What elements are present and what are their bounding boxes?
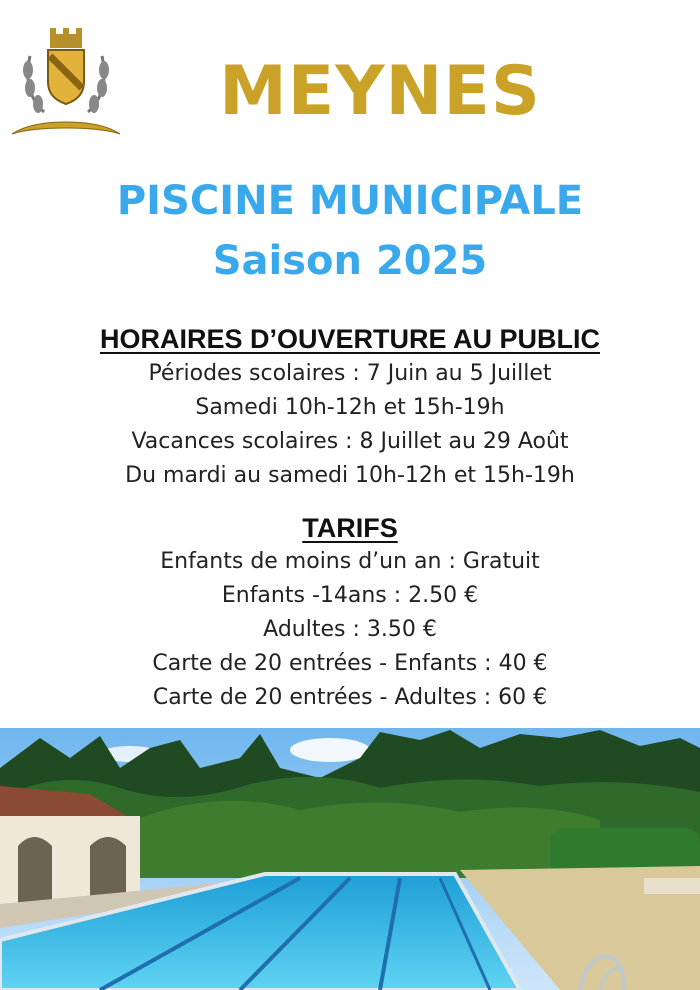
hours-line: Samedi 10h-12h et 15h-19h [195, 395, 505, 420]
price-line: Enfants -14ans : 2.50 € [221, 583, 479, 608]
price-line: Enfants de moins d’un an : Gratuit [160, 549, 540, 574]
prices-heading: TARIFS [302, 513, 398, 543]
hours-line: Du mardi au samedi 10h-12h et 15h-19h [125, 463, 575, 488]
price-line: Carte de 20 entrées - Adultes : 60 € [152, 685, 548, 710]
price-line: Adultes : 3.50 € [263, 617, 437, 642]
season-label: Saison 2025 [212, 238, 488, 284]
town-name: MEYNES [219, 52, 541, 131]
prices-list [0, 545, 700, 715]
page-title: PISCINE MUNICIPALE [116, 178, 584, 224]
price-line: Carte de 20 entrées - Enfants : 40 € [152, 651, 548, 676]
hours-heading: HORAIRES D’OUVERTURE AU PUBLIC [99, 324, 601, 354]
hours-list [0, 357, 700, 493]
pool-photo [0, 728, 700, 990]
hours-line: Vacances scolaires : 8 Juillet au 29 Août [131, 429, 569, 454]
hours-line: Périodes scolaires : 7 Juin au 5 Juillet [148, 361, 552, 386]
